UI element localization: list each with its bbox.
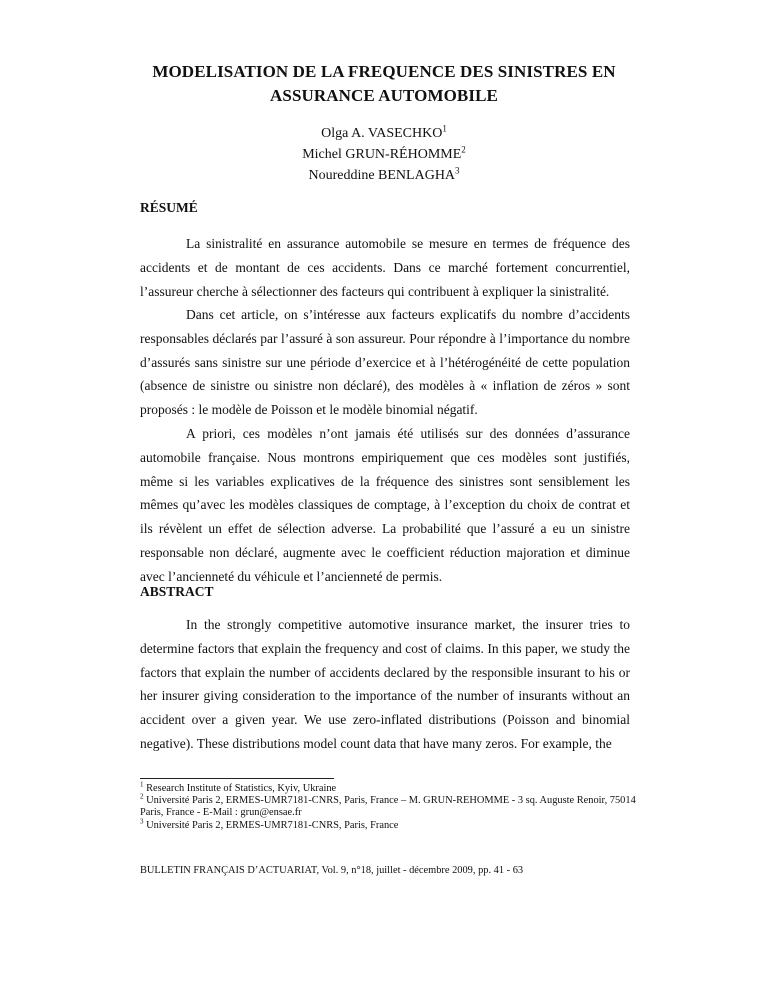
resume-paragraph-3: A priori, ces modèles n’ont jamais été utilisés sur des données d’assurance automobile française. Nous montrons empiriquement que ces modèles sont justifiés, même si les variables explicatives de la fréquence des sinistres sont sensiblement les mêmes qu’avec les modèles classiques de comptage, à l’exception du choix de contrat et ils révèlent un effet de sélection adverse. La probabilité que l’assuré a eu un sinistre responsable non déclaré, augmente avec le coefficient réduction majoration et diminue avec l’ancienneté du véhicule et l’ancienneté de permis. [140, 426, 630, 584]
resume-heading: RÉSUMÉ [140, 200, 198, 215]
resume-paragraph-1: La sinistralité en assurance automobile se mesure en termes de fréquence des accidents et de montant de ces accidents. Dans ce marché fortement concurrentiel, l’assureur cherche à sélectionner des facteurs qui contribuent à expliquer la sinistralité. [140, 236, 630, 299]
abstract-heading: ABSTRACT [140, 584, 214, 599]
author-list [200, 123, 568, 186]
author-2: Michel GRUN-RÉHOMME$^2$ [302, 144, 466, 162]
footnote-separator [140, 778, 334, 779]
author-1: Olga A. VASECHKO$^1$ [321, 123, 447, 141]
author-1-footnote-mark: 1 [442, 123, 447, 134]
author-2-footnote-mark: 2 [461, 144, 466, 155]
author-3-footnote-mark: 3 [455, 165, 460, 176]
footnote-1: $^1$ Research Institute of Statistics, Kyiv, Ukraine [140, 780, 337, 794]
journal-footer: BULLETIN FRANÇAIS D’ACTUARIAT, Vol. 9, n°18, juillet - décembre 2009, pp. 41 - 63 [140, 865, 524, 876]
abstract-paragraph-1: In the strongly competitive automotive insurance market, the insurer tries to determine factors that explain the frequency and cost of claims. In this paper, we study the factors that explain the number of accidents declared by the responsible insurant to his or her insurer giving consideration to the importance of the number of insurants without an accident over a given year. We use zero-inflated distributions (Poisson and binomial negative). These distributions model count data that have many zeros. For example, the [140, 617, 630, 751]
footnote-3: $^3$ Université Paris 2, ERMES-UMR7181-CNRS, Paris, France [140, 817, 399, 831]
paper-title: MODELISATION DE LA FREQUENCE DES SINISTRES EN ASSURANCE AUTOMOBILE [152, 62, 616, 105]
footnote-2: $^2$ Université Paris 2, ERMES-UMR7181-CNRS, Paris, France – M. GRUN-REHOMME - 3 sq. Auguste Renoir, 75014 Paris, France - E-Mail : grun@ensae.fr [140, 792, 636, 819]
resume-paragraph-2: Dans cet article, on s’intéresse aux facteurs explicatifs du nombre d’accidents responsables déclarés par l’assuré à son assureur. Pour répondre à l’importance du nombre d’assurés sans sinistre sur une période d’exercice et à l’hétérogénéité de cette population (absence de sinistre ou sinistre non déclaré), des modèles à « inflation de zéros » sont proposés : le modèle de Poisson et le modèle binomial négatif. [140, 307, 630, 418]
author-3: Noureddine BENLAGHA$^3$ [308, 165, 460, 183]
